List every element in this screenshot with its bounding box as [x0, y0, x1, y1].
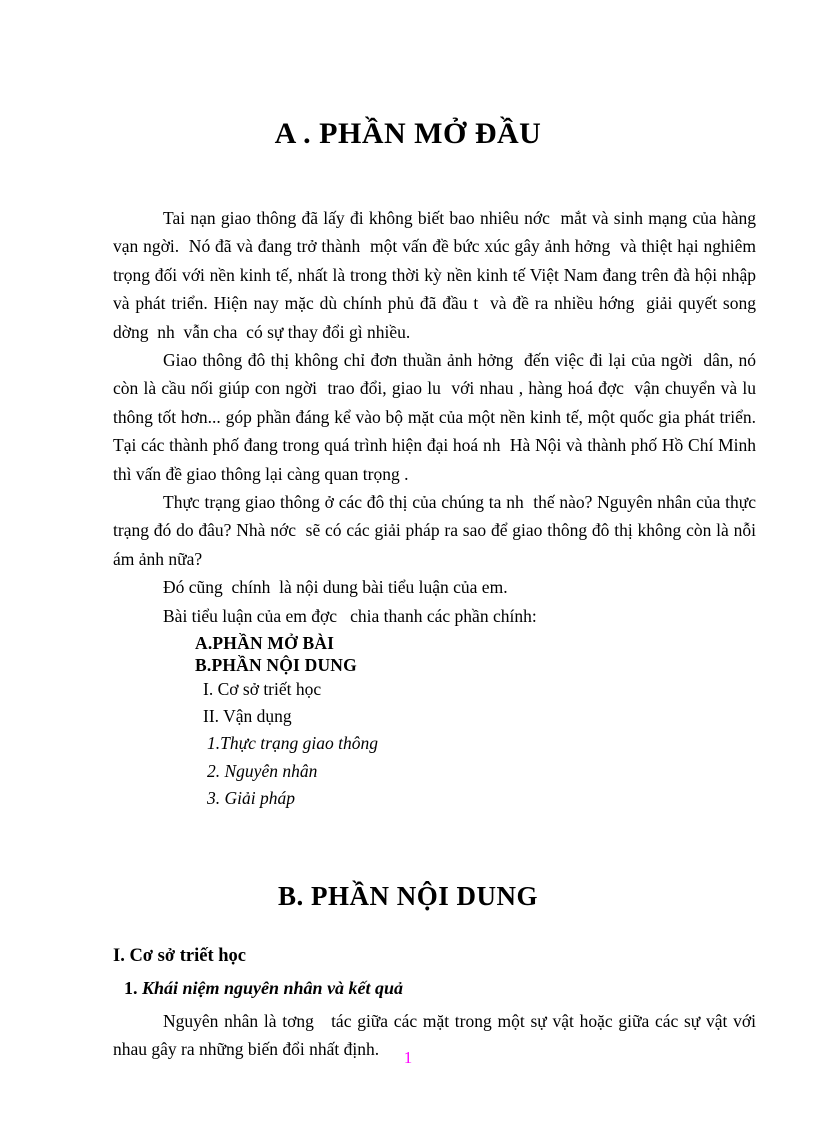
subsection-number: 1.	[124, 977, 138, 998]
outline-item-ii-application: II. Vận dụng	[203, 706, 292, 727]
outline-item-3-solutions: 3. Giải pháp	[207, 788, 295, 809]
outline-item-b-content: B.PHẦN NỘI DUNG	[195, 655, 357, 676]
outline-item-1-reality: 1.Thực trạng giao thông	[207, 733, 378, 754]
outline-item-a-open: A.PHẦN MỞ BÀI	[195, 633, 335, 654]
subsection-title: Khái niệm nguyên nhân và kết quả	[137, 977, 404, 998]
intro-paragraph: Đó cũng chính là nội dung bài tiểu luận của em.	[163, 577, 508, 598]
content-section-heading: B. PHẦN NỘI DUNG	[277, 880, 538, 911]
concept-subsection-heading	[124, 978, 816, 999]
outline-item-i-philosophy: I. Cơ sở triết học	[203, 679, 322, 700]
outline-item-2-causes: 2. Nguyên nhân	[207, 760, 318, 781]
page-number: 1	[403, 1048, 413, 1067]
intro-paragraph: Bài tiểu luận của em đợc chia thanh các phần chính:	[163, 605, 537, 626]
intro-section	[113, 204, 765, 630]
intro-paragraph: Giao thông đô thị không chỉ đơn thuần ảnh hởng đến việc đi lại của ngời dân, nó còn là cầu nối giúp con ngời trao đổi, giao lu với nhau , hàng hoá đợc vận chuyển và lu thông tốt hơn... góp phần đáng kể vào bộ mặt của một nền kinh tế, một quốc gia phát triển. Tại các thành phố đang trong quá trình hiện đại hoá nh Hà Nội và thành phố Hồ Chí Minh thì vấn đề giao thông lại càng quan trọng .	[113, 350, 765, 484]
document-title: A . PHẦN MỞ ĐẦU	[274, 117, 542, 150]
philosophy-section-heading: I. Cơ sở triết học	[113, 945, 247, 966]
intro-paragraph: Thực trạng giao thông ở các đô thị của chúng ta nh thế nào? Nguyên nhân của thực trạng đó do đâu? Nhà nớc sẽ có các giải pháp ra sao để giao thông đô thị không còn là nỗi ám ảnh nữa?	[113, 492, 761, 569]
content-paragraph: Nguyên nhân là tơng tác giữa các mặt trong một sự vật hoặc giữa các sự vật với nhau gây ra những biến đổi nhất định.	[113, 1010, 761, 1059]
outline-list	[195, 632, 816, 813]
intro-paragraph: Tai nạn giao thông đã lấy đi không biết bao nhiêu nớc mắt và sinh mạng của hàng vạn ngời. Nó đã và đang trở thành một vấn đề bức xúc gây ảnh hởng và thiệt hại nghiêm trọng đối với nền kinh tế, nhất là trong thời kỳ nền kinh tế Việt Nam đang trên đà hội nhập và phát triển. Hiện nay mặc dù chính phủ đã đầu t và đề ra nhiều hớng giải quyết song dờng nh vẫn cha có sự thay đổi gì nhiều.	[113, 208, 761, 342]
